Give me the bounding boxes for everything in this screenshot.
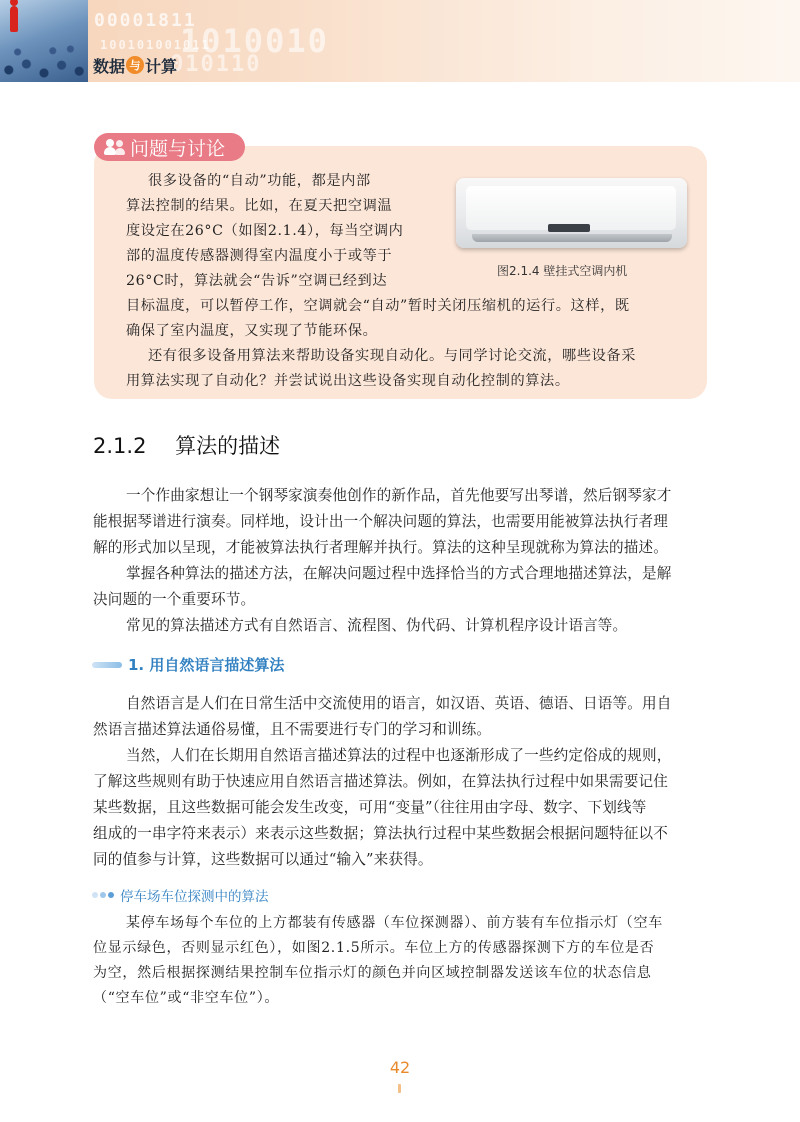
body-line: 当然，人们在长期用自然语言描述算法的过程中也逐渐形成了一些约定俗成的规则， xyxy=(126,747,672,764)
case-line: 某停车场每个车位的上方都装有传感器（车位探测器）、前方装有车位指示灯（空车 xyxy=(126,915,663,931)
book-brand xyxy=(93,54,177,76)
brand-connector-badge: 与 xyxy=(126,56,144,74)
body-line: 决问题的一个重要环节。 xyxy=(93,591,256,608)
dots-icon xyxy=(92,892,116,898)
ac-vent xyxy=(472,234,672,242)
discussion-tab xyxy=(94,133,245,161)
body-line: 某些数据，且这些数据可能会发生改变，可用“变量”（往往用由字母、数字、下划线等 xyxy=(93,799,647,816)
body-line: 了解这些规则有助于快速应用自然语言描述算法。例如，在算法执行过程中如果需要记住 xyxy=(93,773,669,790)
header-image xyxy=(0,0,88,82)
page-header xyxy=(0,0,800,82)
binary-decoration: 1010010 xyxy=(180,22,329,60)
discussion-line: 度设定在26°C（如图2.1.4），每当空调内 xyxy=(126,223,404,239)
body-line: 一个作曲家想让一个钢琴家演奏他创作的新作品，首先他要写出琴谱，然后钢琴家才 xyxy=(126,487,672,504)
section-title: 算法的描述 xyxy=(175,434,281,458)
binary-decoration: 100101001011 xyxy=(100,38,211,52)
brand-part2: 计算 xyxy=(145,56,178,76)
case-title: 停车场车位探测中的算法 xyxy=(120,889,269,905)
people-icon xyxy=(104,137,126,157)
discussion-line: 目标温度，可以暂停工作，空调就会“自动”暂时关闭压缩机的运行。这样，既 xyxy=(126,298,630,314)
case-line: （“空车位”或“非空车位”）。 xyxy=(93,990,280,1006)
discussion-line: 确保了室内温度，又实现了节能环保。 xyxy=(126,323,378,339)
binary-decoration: 010110 xyxy=(170,52,262,77)
body-line: 解的形式加以呈现，才能被算法执行者理解并执行。算法的这种呈现就称为算法的描述。 xyxy=(93,539,669,556)
discussion-line: 部的温度传感器测得室内温度小于或等于 xyxy=(126,248,393,264)
discussion-line: 算法控制的结果。比如，在夏天把空调温 xyxy=(126,198,393,214)
body-line: 自然语言是人们在日常生活中交流使用的语言，如汉语、英语、德语、日语等。用自 xyxy=(126,695,672,712)
case-heading xyxy=(92,885,269,905)
subsection-heading xyxy=(92,654,284,675)
case-line: 为空，然后根据探测结果控制车位指示灯的颜色并向区域控制器发送该车位的状态信息 xyxy=(93,965,652,981)
binary-decoration: 00001811 xyxy=(94,10,197,31)
page-number: 42 xyxy=(389,1058,411,1077)
discussion-line: 还有很多设备用算法来帮助设备实现自动化。与同学讨论交流，哪些设备采 xyxy=(148,348,636,364)
subsection-bar-icon xyxy=(92,662,122,668)
body-line: 掌握各种算法的描述方法，在解决问题过程中选择恰当的方式合理地描述算法，是解 xyxy=(126,565,672,582)
discussion-line: 用算法实现了自动化？并尝试说出这些设备实现自动化控制的算法。 xyxy=(126,373,570,389)
body-line: 然语言描述算法通俗易懂，且不需要进行专门的学习和训练。 xyxy=(93,721,492,738)
discussion-line: 26°C时，算法就会“告诉”空调已经到达 xyxy=(126,273,388,289)
case-line: 位显示绿色，否则显示红色），如图2.1.5所示。车位上方的传感器探测下方的车位是否 xyxy=(93,940,655,956)
brand-part1: 数据 xyxy=(93,56,126,76)
page-tick xyxy=(398,1084,401,1093)
discussion-line: 很多设备的“自动”功能，都是内部 xyxy=(148,173,371,189)
air-conditioner-image xyxy=(456,178,687,248)
red-figure-icon xyxy=(10,6,18,32)
subsection-title: 1. 用自然语言描述算法 xyxy=(128,656,285,674)
body-line: 常见的算法描述方式有自然语言、流程图、伪代码、计算机程序设计语言等。 xyxy=(126,617,628,634)
ac-display xyxy=(548,224,590,232)
discussion-title: 问题与讨论 xyxy=(130,137,226,160)
body-line: 同的值参与计算，这些数据可以通过“输入”来获得。 xyxy=(93,851,433,868)
section-number: 2.1.2 xyxy=(93,434,147,458)
body-line: 组成的一串字符来表示）来表示这些数据；算法执行过程中某些数据会根据问题特征以不 xyxy=(93,825,669,842)
section-heading xyxy=(93,430,280,460)
figure-caption: 图2.1.4 壁挂式空调内机 xyxy=(497,264,628,278)
body-line: 能根据琴谱进行演奏。同样地，设计出一个解决问题的算法，也需要用能被算法执行者理 xyxy=(93,513,669,530)
